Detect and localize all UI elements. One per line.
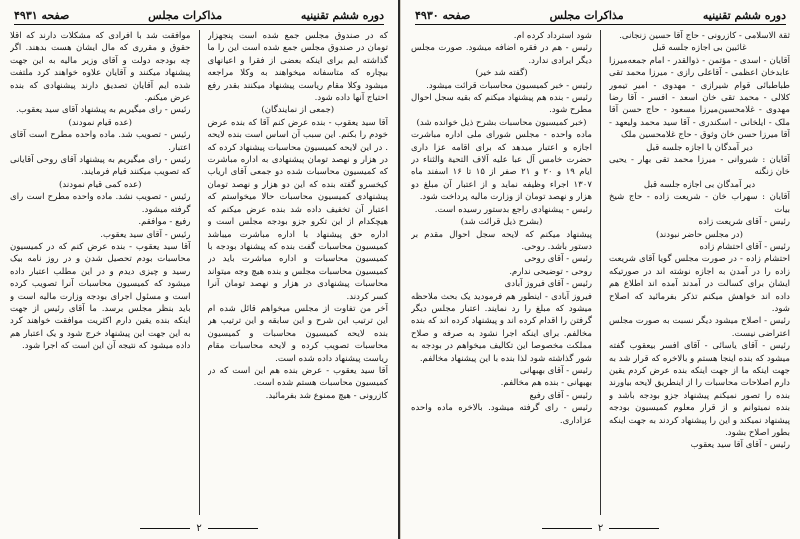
paragraph: که در صندوق مجلس جمع شده است پنجهزار تومان در صندوق مجلس جمع شده است این را ما گذاشته ایم برای اینکه بعضی از فقرا و اعیانهای بیچاره که متاسفانه میخواهند به وکلا مراجعه میشود وکلا مقام ریاست پیشنهاد میکنند بقدر رفع احتیاج آنها داده شود. — [207, 31, 388, 104]
right-page-left-column — [411, 30, 592, 515]
paragraph: آقایان : شیروانی - میرزا محمد تقی بهار - یحیی خان زنگنه — [609, 155, 790, 178]
paragraph: (جمعی از نمایندگان) — [261, 105, 335, 116]
paragraph: آقایان - اسدی - مؤتمن - ذوالقدر - امام جمعه‌میرزا عابدخان اعظمی - آقاعلی رازی - میرزا محمد تقی طباطبائی قوام شیرازی - مهدوی - امیر تیمور کلالی - محمد تقی خان اسعد - افسر - آقا رضا مهدوی - غلامحسین‌میرزا مسعود - حاج حسن آقا ملک - ایلخانی - اسکندری - آقا سید محمد ولیعهد - آقا میرزا حسن خان وثوق - حاج غلامحسین ملک — [609, 55, 790, 141]
paragraph: رئیس - هم در فقره اضافه میشود. صورت مجلس دیگر ایرادی ندارد. — [411, 43, 592, 66]
paragraph: (گفته شد خیر) — [475, 68, 528, 79]
paragraph: رئیس - بنده هم پیشنهاد میکنم که بقیه سجل احوال مطرح شود. — [411, 93, 592, 116]
paragraph: احتشام زاده - در صورت مجلس گویا آقای شریعت زاده را در آمدن به اجازه نوشته اند در صورتیکه ایشان برای کسالت در آمدند آمده اند اطلاع هم داده اند خواهش میکنم تذکر بفرمائید که اصلاح شود. — [609, 254, 790, 314]
paragraph: رئیس - آقای یاسائی - آقای افسر بیعقوب گفته میشود که بنده اینجا هستم و بالاخره که قرار شد به جهت اینکه ما از جهت اینکه بنده عرض کردم یقین دارم اصلاحات محاسبات را از اینطریق لایحه بیاورند بنده را تصور نمیکنم پیشنهاد جزو بودجه باشد و بنده نمیتوانم و از قرار معلوم کمیسیون بودجه پیشنهاد نمیکند و این را پیشنهاد کردند به جهت اینکه بطور اصلاح بشود. — [609, 341, 790, 438]
paragraph: رئیس - آقای احتشام زاده — [699, 241, 790, 252]
paragraph: رئیس - آقای روحی — [524, 254, 592, 265]
right-page-title: مذاکرات مجلس — [549, 8, 624, 22]
paragraph: رئیس - تصویب شد. ماده واحده مطرح است آقای اعتبار. — [10, 130, 191, 153]
paragraph: کازرونی - هیچ ممنوع شد بفرمائید. — [265, 390, 388, 401]
paragraph: آقا سید یعقوب - بنده عرض کنم آقا که بنده عرض خودم را بکنم. این سبب آن اساس است بنده لایحه . در این لایحه کمیسیون محاسبات پیشنهاد کرده که در هزار و نهصد تومان پیشنهادی به اداره مباشرت که کمیسیون محاسبات شده دو جمعی آقای اریاب کیخسرو گفته بنده که این دو هزار و نهصد تومان پیشنهادی کمیسیون محاسبات حالا میخواستم که اعتبار آن تخفیف داده شد بنده عرض میکنم که هیچکدام از این تکرو جزو بودجه مجلس است و اداره حق پیشنهاد با اداره مباشرت میباشد کمیسیون محاسبات گفت بنده که پیشنهاد بودجه با کمیسیون محاسبات و اداره مباشرت باید در کمیسیون محاسبات مجلس و بنده هیچ وجه میتواند محاسبات پیشنهادی در هزار و نهصد تومان آنرا کسر کردند. — [207, 117, 388, 302]
paragraph: (خبر کمیسیون محاسبات بشرح ذیل خوانده شد) — [416, 117, 587, 128]
right-page-folio — [401, 523, 800, 534]
paragraph: رئیس - آقای بهبهانی — [519, 365, 592, 376]
paragraph: رفیع - موافقم. — [138, 217, 191, 228]
paragraph: شود استرداد کرده ام. — [513, 31, 592, 41]
right-page-header — [415, 6, 786, 24]
right-page — [400, 0, 800, 539]
right-page-right-column — [609, 30, 790, 515]
column-divider — [199, 30, 200, 515]
paragraph: (در مجلس حاضر نبودند) — [656, 229, 743, 240]
paragraph: رئیس - رای گرفته میشود. بالاخره ماده واحده عزاداری. — [411, 403, 592, 426]
paragraph: رئیس - آقای سید یعقوب. — [100, 229, 191, 240]
paragraph: رئیس - تصویب نشد. ماده واحده مطرح است رای گرفته میشود. — [10, 192, 191, 215]
left-header-rule — [14, 24, 384, 25]
left-page-left-column — [10, 30, 191, 515]
right-page-number: صفحه ۴۹۳۰ — [415, 8, 471, 22]
paragraph: رئیس - آقای رفیع — [529, 390, 592, 401]
left-page-right-column — [208, 30, 389, 515]
paragraph: رئیس - آقای شریعت زاده — [698, 217, 790, 228]
paragraph: آقا سید یعقوب - بنده عرض کنم که در کمیسیون محاسبات بودم تحصیل شدن و در روز نامه بیک رسید و چیزی دیدم و در این مطلب اعتبار داده میشود که کمیسیون محاسبات آنرا تصویب کرده است و مسئول اجرای بودجه وزارت مالیه است و باید بنظر مجلس برسد. ما آقای رئیس از جهت اینکه بنده یقین دارم اکثریت موافقت خواهند کرد به این جهت این پیشنهاد خرج شود و یک اعتبار هم داده میشود که نتیجه آن این است که اجرا شود. — [10, 241, 191, 352]
paragraph: آقایان : سهراب خان - شریعت زاده - حاج شیخ بیات — [609, 192, 790, 215]
right-folio-number: ٢ — [597, 523, 604, 534]
paragraph: رئیس - رای میگیریم به پیشنهاد آقای روحی آقایانی که تصویب میکنند قیام فرمایند. — [10, 155, 191, 178]
paragraph: دیر آمدگان بی اجازه جلسه قبل — [643, 179, 756, 190]
paragraph: غائبین بی اجازه جلسه قبل — [652, 43, 747, 54]
paragraph: آقا سید یعقوب - عرض بنده هم این است که در کمیسیون محاسبات هستم شده است. — [207, 365, 388, 389]
right-header-rule — [415, 24, 786, 25]
paragraph: رئیس - پیشنهادی راجع بدستور رسیده است. — [434, 204, 592, 215]
paragraph: رئیس - اصلاح میشود دیگر نسبت به صورت مجلس اعتراضی نیست. — [609, 316, 790, 339]
paragraph: روحی - توضیحی ندارم. — [509, 266, 592, 277]
paragraph: بهبهانی - بنده هم مخالفم. — [500, 378, 592, 389]
paragraph: رئیس - رای میگیریم به پیشنهاد آقای سید یعقوب. — [16, 105, 191, 116]
right-session-label: دوره ششم تقنینیه — [702, 8, 786, 22]
paragraph: رئیس - آقای فیروز آبادی — [504, 279, 592, 290]
left-page-header — [14, 6, 384, 24]
left-page-number: صفحه ۴۹۳۱ — [14, 8, 70, 22]
left-page-title: مذاکرات مجلس — [148, 8, 223, 22]
paragraph: (عده کمی قیام نمودند) — [59, 179, 142, 190]
right-page-columns — [411, 30, 790, 515]
paragraph: (بشرح ذیل قرائت شد) — [460, 217, 543, 228]
left-folio-number: ٢ — [196, 523, 202, 534]
column-divider — [600, 30, 601, 515]
left-page-folio — [0, 523, 398, 534]
left-page-columns — [10, 30, 388, 515]
paragraph: موافقت شد با افرادی که مشکلات دارند که اقلا حقوق و مقرری که مال ایشان هست بدهند. اگر چه بودجه دولت و آقای وزیر مالیه به این جهت پیشنهاد میکنند و آقایان علاوه خواهند کرد ملتفت شده ایم آقایان تصدیق دارند پیشنهادی که بنده عرض میکنم. — [10, 31, 191, 104]
paragraph: فیروز آبادی - اینطور هم فرمودید یک بحث ملاحظه میشود که مبلغ را رد نمایند. اعتبار مجلس دیگر گرفتن را اقدام کرده اند و پیشنهاد کرده اند که بنده مخالفم. برای اینکه اجرا نشود به صرفه و صلاح مملکت مخصوصا این تکالیف میخواهم در بودجه به شور گذاشته شود لذا بنده با این پیشنهاد مخالفم. — [411, 291, 592, 364]
paragraph: رئیس - آقای آقا سید یعقوب — [690, 440, 790, 451]
paragraph: دیر آمدگان با اجازه جلسه قبل — [646, 142, 753, 153]
left-session-label: دوره ششم تقنینیه — [300, 8, 384, 22]
paragraph: پیشنهاد میکنم که لایحه سجل احوال مقدم بر دستور باشد. روحی. — [411, 229, 592, 252]
paragraph: ثقة الاسلامی - کازرونی - حاج آقا حسین زنجانی. — [619, 31, 790, 41]
paragraph: (عده قیام نمودند) — [68, 117, 132, 128]
paragraph: رئیس - خبر کمیسیون محاسبات قرائت میشود. — [426, 80, 592, 91]
paragraph: ماده واحده - مجلس شورای ملی اداره مباشرت اجازه و اعتبار میدهد که برای اقامه عزا داری حضرت خامس آل عبا علیه آلاف التحیة والثناء در ایام ۱۹ و ۲۰ و ۲۱ صفر از ۱۵ تا ۱۶ اسفند ماه ۱۳۰۷ اجراء وظیفه نماید و از اعتبار آن مبلغ دو هزار و نهصد تومان از وزارت مالیه پرداخت شود. — [411, 130, 592, 203]
paragraph: آخر من تفاوت از مجلس میخواهم قائل شده ام این ترتیب این شرح و این سابقه و این ترتیب هر بنده لایحه کمیسیون محاسبات و کمیسیون محاسبات تصویب کرده و لایحه محاسبات مقام ریاست پیشنهاد داده شده است. — [207, 303, 388, 364]
